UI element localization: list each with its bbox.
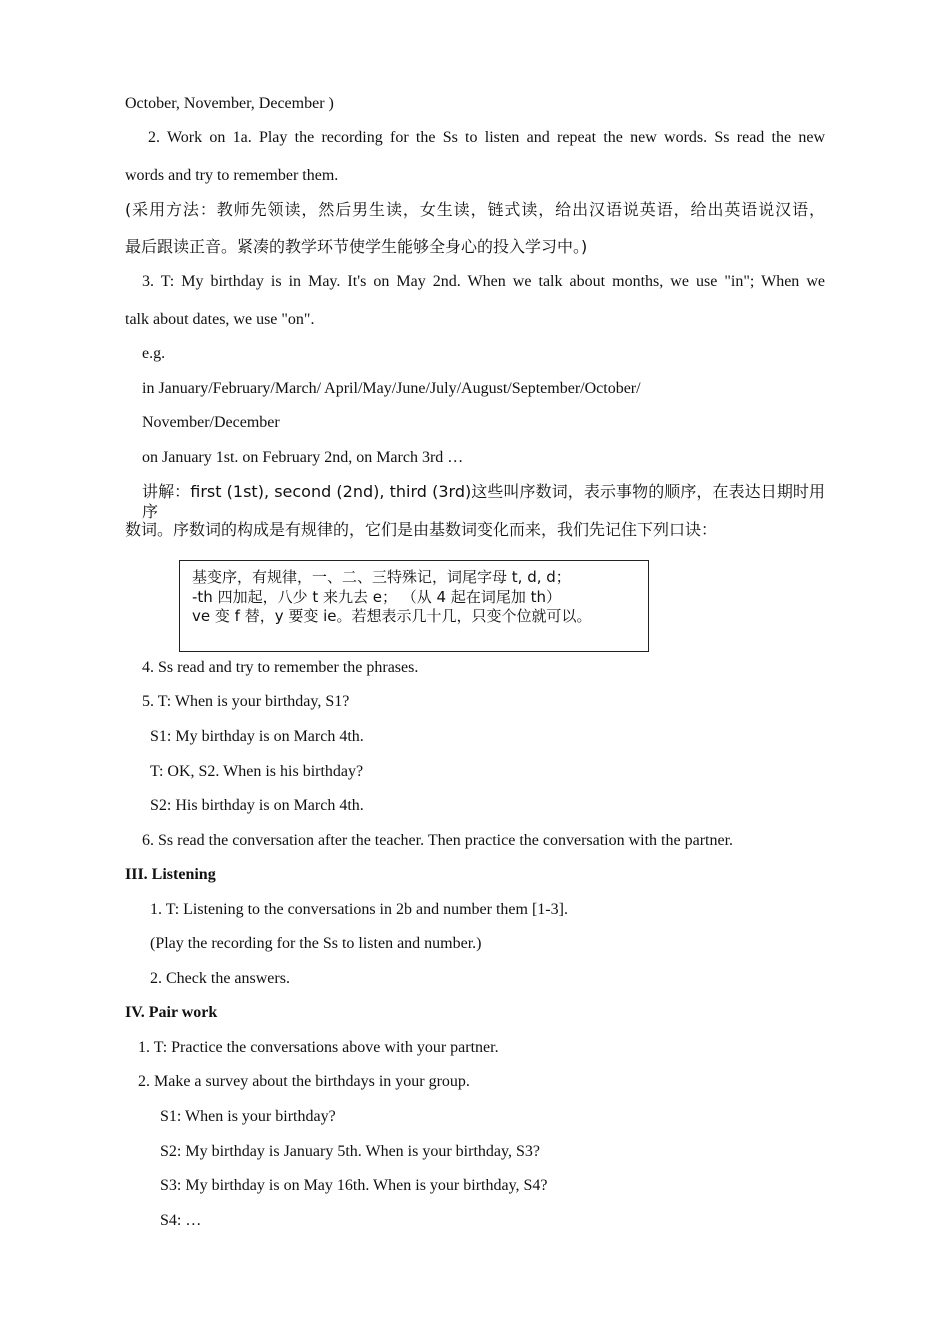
dates-example: on January 1st. on February 2nd, on March 3rd … — [142, 449, 464, 466]
step-5-text: 5. T: When is your birthday, S1? — [142, 693, 350, 710]
text-line: words and try to remember them. — [125, 167, 339, 184]
survey-line: S1: When is your birthday? — [160, 1108, 336, 1125]
step-4-text: 4. Ss read and try to remember the phrases. — [142, 659, 419, 676]
example-label: e.g. — [142, 345, 166, 362]
section-heading-pair-work: IV. Pair work — [125, 1004, 218, 1021]
step-3-text: 3. T: My birthday is in May. It's on May 2nd. When we talk about months, we use "in"; When we — [142, 273, 825, 290]
months-list-cont: November/December — [142, 414, 280, 431]
survey-line: S2: My birthday is January 5th. When is your birthday, S3? — [160, 1143, 540, 1160]
dialogue-line: S2: His birthday is on March 4th. — [150, 797, 364, 814]
pair-work-step-2: 2. Make a survey about the birthdays in your group. — [138, 1073, 470, 1090]
method-note-cont: 最后跟读正音。紧凑的教学环节使学生能够全身心的投入学习中。) — [125, 237, 588, 256]
survey-line: S3: My birthday is on May 16th. When is your birthday, S4? — [160, 1177, 548, 1194]
survey-line: S4: … — [160, 1212, 202, 1229]
step-6-text: 6. Ss read the conversation after the teacher. Then practice the conversation with the partner. — [142, 832, 734, 849]
listening-note: (Play the recording for the Ss to listen and number.) — [150, 935, 482, 952]
rhyme-line: ve 变 f 替，y 要变 ie。若想表示几十几，只变个位就可以。 — [192, 607, 592, 625]
pair-work-step-1: 1. T: Practice the conversations above with your partner. — [138, 1039, 499, 1056]
step-2-text: 2. Work on 1a. Play the recording for the Ss to listen and repeat the new words. Ss read the new — [148, 129, 825, 146]
rhyme-box — [179, 560, 649, 652]
dialogue-line: S1: My birthday is on March 4th. — [150, 728, 364, 745]
months-list: in January/February/March/ April/May/June/July/August/September/October/ — [142, 380, 641, 397]
dialogue-line: T: OK, S2. When is his birthday? — [150, 763, 364, 780]
explanation-text-cont: 数词。序数词的构成是有规律的，它们是由基数词变化而来，我们先记住下列口诀： — [125, 520, 718, 539]
text-line: October, November, December ) — [125, 95, 334, 112]
rhyme-line: 基变序，有规律，一、二、三特殊记，词尾字母 t, d, d； — [192, 568, 571, 586]
method-note: (采用方法：教师先领读，然后男生读，女生读，链式读，给出汉语说英语，给出英语说汉语， — [125, 200, 825, 219]
listening-step-1: 1. T: Listening to the conversations in 2b and number them [1-3]. — [150, 901, 568, 918]
rhyme-line: -th 四加起，八少 t 来九去 e； （从 4 起在词尾加 th） — [192, 588, 561, 606]
text-line: talk about dates, we use "on". — [125, 311, 315, 328]
section-heading-listening: III. Listening — [125, 866, 216, 883]
explanation-text: 讲解：first (1st), second (2nd), third (3rd)这些叫序数词，表示事物的顺序，在表达日期时用序 — [142, 482, 825, 521]
listening-step-2: 2. Check the answers. — [150, 970, 290, 987]
